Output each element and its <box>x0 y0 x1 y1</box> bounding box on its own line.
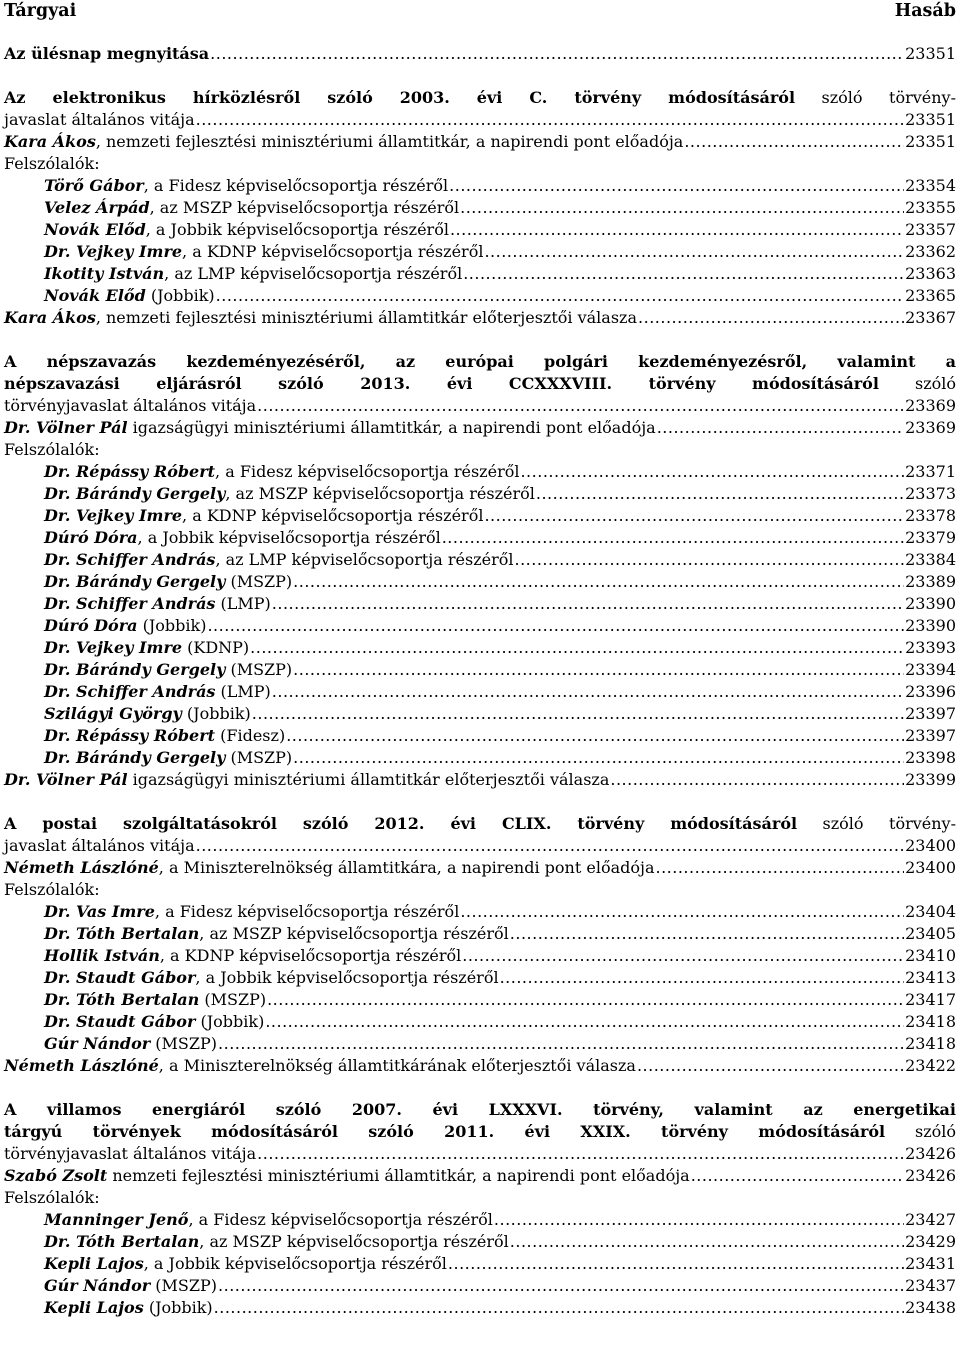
column-number: 23422 <box>905 1056 956 1075</box>
entry-text <box>44 505 483 527</box>
entry-description: , az LMP képviselőcsoportja részéről <box>164 264 463 283</box>
speaker-name: Németh Lászlóné <box>4 858 159 877</box>
entry-description: , a Jobbik képviselőcsoportja részéről <box>137 528 441 547</box>
toc-entry <box>4 835 956 857</box>
dot-leader <box>610 769 904 791</box>
toc-entry <box>44 593 956 615</box>
toc-entry <box>4 1055 956 1077</box>
dot-leader <box>286 725 904 747</box>
entry-description: (MSZP) <box>199 990 267 1009</box>
toc-header <box>4 0 956 22</box>
speaker-name: Dúró Dóra <box>44 616 138 635</box>
dot-leader <box>448 1253 904 1275</box>
entry-description: , a Jobbik képviselőcsoportja részéről <box>145 220 449 239</box>
entry-text <box>44 747 292 769</box>
entry-text <box>4 1188 100 1207</box>
entry-text <box>44 571 292 593</box>
entry-title: Az ülésnap megnyitása <box>4 44 210 63</box>
entry-description: szóló törvény- <box>797 814 956 833</box>
dot-leader <box>293 747 904 769</box>
toc-entry <box>44 219 956 241</box>
column-number: 23365 <box>905 286 956 305</box>
dot-leader <box>218 1033 904 1055</box>
entry-description: Felszólalók: <box>4 1188 100 1207</box>
column-number: 23351 <box>905 110 956 129</box>
toc-entry <box>44 1231 956 1253</box>
toc-entry <box>44 615 956 637</box>
speaker-name: Dr. Staudt Gábor <box>44 968 196 987</box>
toc-entry <box>4 1143 956 1165</box>
entry-description: , nemzeti fejlesztési minisztériumi államtitkár előterjesztői válasza <box>95 308 638 327</box>
entry-text <box>4 417 656 439</box>
toc-entry <box>44 571 956 593</box>
speaker-name: Dr. Bárándy Gergely <box>44 484 226 503</box>
toc-line <box>4 153 956 175</box>
entry-description: (Jobbik) <box>137 616 207 635</box>
entry-text <box>4 814 956 833</box>
entry-text <box>4 131 683 153</box>
entry-text <box>4 352 956 371</box>
dot-leader <box>460 901 904 923</box>
dot-leader <box>484 241 904 263</box>
toc-entry <box>4 131 956 153</box>
dot-leader <box>196 835 904 857</box>
entry-title: A villamos energiáról szóló 2007. évi LXXXVI. törvény, valamint az energetikai <box>4 1100 956 1119</box>
speaker-name: Dr. Répássy Róbert <box>44 462 216 481</box>
dot-leader <box>293 659 904 681</box>
speaker-name: Dr. Bárándy Gergely <box>44 660 226 679</box>
column-number: 23429 <box>905 1232 956 1251</box>
entry-description: , a Miniszterelnökség államtitkára, a napirendi pont előadója <box>158 858 655 877</box>
speaker-name: Manninger Jenő <box>44 1210 189 1229</box>
entry-description: , a Miniszterelnökség államtitkárának előterjesztői válasza <box>158 1056 636 1075</box>
entry-description: (Jobbik) <box>143 1298 213 1317</box>
entry-text <box>4 1055 636 1077</box>
dot-leader <box>656 857 905 879</box>
speaker-name: Dr. Tóth Bertalan <box>44 924 200 943</box>
speaker-name: Dr. Staudt Gábor <box>44 1012 196 1031</box>
dot-leader <box>484 505 904 527</box>
speaker-name: Gúr Nándor <box>44 1034 151 1053</box>
entry-text <box>44 461 519 483</box>
entry-text <box>4 395 256 417</box>
toc-entry <box>4 43 956 65</box>
toc-entry <box>4 857 956 879</box>
entry-text <box>4 1143 256 1165</box>
toc-entry <box>44 527 956 549</box>
column-number: 23390 <box>905 594 956 613</box>
toc-entry <box>44 175 956 197</box>
speaker-name: Kara Ákos <box>4 308 96 327</box>
dot-leader <box>216 285 904 307</box>
entry-description: , nemzeti fejlesztési minisztériumi államtitkár, a napirendi pont előadója <box>95 132 684 151</box>
speaker-name: Dr. Schiffer András <box>44 682 216 701</box>
entry-description: (KDNP) <box>182 638 250 657</box>
toc-entry <box>44 285 956 307</box>
toc-entry <box>44 681 956 703</box>
speaker-name: Dr. Schiffer András <box>44 594 216 613</box>
column-number: 23351 <box>905 44 956 63</box>
dot-leader <box>252 703 904 725</box>
column-number: 23384 <box>905 550 956 569</box>
column-number: 23410 <box>905 946 956 965</box>
column-number: 23362 <box>905 242 956 261</box>
entry-text <box>4 880 100 899</box>
column-number: 23393 <box>905 638 956 657</box>
entry-description: (MSZP) <box>225 748 293 767</box>
column-number: 23399 <box>905 770 956 789</box>
column-number: 23367 <box>905 308 956 327</box>
entry-description: (Fidesz) <box>215 726 286 745</box>
dot-leader <box>449 175 904 197</box>
dot-leader <box>265 1011 904 1033</box>
column-number: 23379 <box>905 528 956 547</box>
column-number: 23390 <box>905 616 956 635</box>
toc-entry <box>44 1011 956 1033</box>
entry-text <box>44 901 459 923</box>
dot-leader <box>207 615 904 637</box>
entry-text <box>44 1231 509 1253</box>
entry-text <box>44 527 441 549</box>
dot-leader <box>196 109 904 131</box>
speaker-name: Ikotity István <box>44 264 165 283</box>
entry-text <box>4 1165 690 1187</box>
entry-description: törvényjavaslat általános vitája <box>4 1144 257 1163</box>
entry-description: , az MSZP képviselőcsoportja részéről <box>199 924 509 943</box>
column-number: 23397 <box>905 704 956 723</box>
speaker-name: Kepli Lajos <box>44 1298 144 1317</box>
dot-leader <box>691 1165 904 1187</box>
dot-leader <box>293 571 904 593</box>
toc-entry <box>44 725 956 747</box>
speaker-name: Szabó Zsolt <box>4 1166 108 1185</box>
column-number: 23389 <box>905 572 956 591</box>
dot-leader <box>214 1297 904 1319</box>
toc-entry <box>44 967 956 989</box>
entry-description: , az LMP képviselőcsoportja részéről <box>215 550 514 569</box>
speaker-name: Németh Lászlóné <box>4 1056 159 1075</box>
toc-entry <box>44 483 956 505</box>
entry-description: (Jobbik) <box>181 704 251 723</box>
column-number: 23354 <box>905 176 956 195</box>
entry-text <box>44 637 249 659</box>
speaker-name: Szilágyi György <box>44 704 182 723</box>
entry-text <box>44 1033 217 1055</box>
entry-text <box>44 175 448 197</box>
entry-description: (LMP) <box>215 682 271 701</box>
dot-leader <box>500 967 905 989</box>
entry-text <box>4 88 956 107</box>
header-column-label: Hasáb <box>894 1 956 21</box>
dot-leader <box>684 131 904 153</box>
speaker-name: Kara Ákos <box>4 132 96 151</box>
toc-entry <box>4 769 956 791</box>
toc-entry <box>44 197 956 219</box>
entry-description: nemzeti fejlesztési minisztériumi államtitkár, a napirendi pont előadója <box>107 1166 690 1185</box>
entry-description: Felszólalók: <box>4 154 100 173</box>
toc-section-title <box>4 1099 956 1121</box>
dot-leader <box>638 307 904 329</box>
entry-text <box>44 1209 493 1231</box>
column-number: 23396 <box>905 682 956 701</box>
entry-description: Felszólalók: <box>4 440 100 459</box>
toc-entry <box>44 1209 956 1231</box>
entry-description: (Jobbik) <box>195 1012 265 1031</box>
toc-line <box>4 439 956 461</box>
entry-description: igazságügyi minisztériumi államtitkár, a napirendi pont előadója <box>127 418 656 437</box>
column-number: 23418 <box>905 1034 956 1053</box>
speaker-name: Dr. Tóth Bertalan <box>44 1232 200 1251</box>
entry-text <box>44 989 266 1011</box>
toc-entry <box>44 901 956 923</box>
toc-entry <box>4 1165 956 1187</box>
entry-text <box>44 1011 264 1033</box>
column-number: 23373 <box>905 484 956 503</box>
speaker-name: Törő Gábor <box>44 176 144 195</box>
speaker-name: Gúr Nándor <box>44 1276 151 1295</box>
dot-leader <box>463 263 904 285</box>
entry-text <box>4 43 209 65</box>
entry-description: , az MSZP képviselőcsoportja részéről <box>149 198 460 217</box>
entry-text <box>4 307 637 329</box>
column-number: 23405 <box>905 924 956 943</box>
dot-leader <box>267 989 904 1011</box>
entry-description: , a Fidesz képviselőcsoportja részéről <box>215 462 520 481</box>
toc-entry <box>44 241 956 263</box>
entry-text <box>4 1122 956 1141</box>
entry-description: (MSZP) <box>150 1034 218 1053</box>
entry-description: , a Fidesz képviselőcsoportja részéről <box>154 902 460 921</box>
entry-text <box>4 109 195 131</box>
toc-entry <box>44 505 956 527</box>
entry-text <box>44 593 271 615</box>
toc-entry <box>44 659 956 681</box>
column-number: 23418 <box>905 1012 956 1031</box>
entry-description: igazságügyi minisztériumi államtitkár előterjesztői válasza <box>127 770 610 789</box>
dot-leader <box>272 593 904 615</box>
entry-text <box>44 945 461 967</box>
column-number: 23438 <box>905 1298 956 1317</box>
dot-leader <box>210 43 904 65</box>
dot-leader <box>536 483 904 505</box>
entry-text <box>44 725 285 747</box>
column-number: 23417 <box>905 990 956 1009</box>
entry-description: , az MSZP képviselőcsoportja részéről <box>225 484 535 503</box>
toc-section-title <box>4 813 956 835</box>
toc-entry <box>4 395 956 417</box>
column-number: 23351 <box>905 132 956 151</box>
entry-description: (MSZP) <box>225 572 293 591</box>
entry-description: (LMP) <box>215 594 271 613</box>
speaker-name: Kepli Lajos <box>44 1254 144 1273</box>
speaker-name: Dr. Vejkey Imre <box>44 638 183 657</box>
entry-description: , a KDNP képviselőcsoportja részéről <box>182 242 484 261</box>
entry-text <box>4 440 100 459</box>
toc-line <box>4 879 956 901</box>
entry-description: szóló törvény- <box>795 88 956 107</box>
entry-description: , a Jobbik képviselőcsoportja részéről <box>195 968 499 987</box>
toc-entry <box>4 109 956 131</box>
entry-description: , az MSZP képviselőcsoportja részéről <box>199 1232 509 1251</box>
column-number: 23400 <box>905 858 956 877</box>
entry-text <box>44 659 292 681</box>
toc-entry <box>4 417 956 439</box>
dot-leader <box>257 395 904 417</box>
speaker-name: Novák Előd <box>44 220 146 239</box>
toc-line <box>4 1187 956 1209</box>
dot-leader <box>450 219 904 241</box>
toc-section-title <box>4 351 956 373</box>
entry-text <box>4 835 195 857</box>
speaker-name: Dúró Dóra <box>44 528 138 547</box>
toc-entry <box>44 549 956 571</box>
entry-text <box>44 703 251 725</box>
speaker-name: Dr. Vas Imre <box>44 902 155 921</box>
dot-leader <box>218 1275 904 1297</box>
dot-leader <box>272 681 904 703</box>
entry-title: népszavazási eljárásról szóló 2013. évi CCXXXVIII. törvény módosításáról <box>4 374 879 393</box>
toc-section-title <box>4 87 956 109</box>
entry-text <box>4 374 956 393</box>
entry-description: , a Fidesz képviselőcsoportja részéről <box>188 1210 493 1229</box>
entry-text <box>44 219 449 241</box>
entry-description: javaslat általános vitája <box>4 110 195 129</box>
entry-text <box>4 857 655 879</box>
entry-text <box>44 923 509 945</box>
toc-entry <box>44 747 956 769</box>
entry-description: , a KDNP képviselőcsoportja részéről <box>182 506 484 525</box>
toc-entry <box>4 307 956 329</box>
dot-leader <box>657 417 904 439</box>
speaker-name: Novák Előd <box>44 286 146 305</box>
entry-description: , a KDNP képviselőcsoportja részéről <box>159 946 462 965</box>
column-number: 23427 <box>905 1210 956 1229</box>
speaker-name: Dr. Völner Pál <box>4 770 128 789</box>
speaker-name: Velez Árpád <box>44 198 150 217</box>
column-number: 23404 <box>905 902 956 921</box>
dot-leader <box>462 945 904 967</box>
column-number: 23437 <box>905 1276 956 1295</box>
entry-text <box>4 1100 956 1119</box>
entry-description: szóló <box>885 1122 957 1141</box>
column-number: 23378 <box>905 506 956 525</box>
entry-text <box>44 681 271 703</box>
entry-description: javaslat általános vitája <box>4 836 195 855</box>
speaker-name: Hollik István <box>44 946 160 965</box>
entry-description: , a Fidesz képviselőcsoportja részéről <box>143 176 449 195</box>
toc-entry <box>44 703 956 725</box>
toc-section-title <box>4 373 956 395</box>
column-number: 23400 <box>905 836 956 855</box>
toc-entry <box>44 637 956 659</box>
dot-leader <box>442 527 904 549</box>
speaker-name: Dr. Tóth Bertalan <box>44 990 200 1009</box>
entry-title: Az elektronikus hírközlésről szóló 2003. évi C. törvény módosításáról <box>4 88 796 107</box>
entry-text <box>44 549 513 571</box>
column-number: 23426 <box>905 1144 956 1163</box>
column-number: 23369 <box>905 396 956 415</box>
speaker-name: Dr. Bárándy Gergely <box>44 748 226 767</box>
toc-entry <box>44 1253 956 1275</box>
entry-title: A postai szolgáltatásokról szóló 2012. évi CLIX. törvény módosításáról <box>4 814 798 833</box>
entry-description: szóló <box>878 374 956 393</box>
column-number: 23398 <box>905 748 956 767</box>
entry-description: , a Jobbik képviselőcsoportja részéről <box>143 1254 447 1273</box>
column-number: 23371 <box>905 462 956 481</box>
dot-leader <box>510 1231 904 1253</box>
dot-leader <box>520 461 904 483</box>
column-number: 23431 <box>905 1254 956 1273</box>
column-number: 23369 <box>905 418 956 437</box>
entry-title: tárgyú törvények módosításáról szóló 2011. évi XXIX. törvény módosításáról <box>4 1122 886 1141</box>
speaker-name: Dr. Schiffer András <box>44 550 216 569</box>
entry-text <box>44 263 462 285</box>
toc-entry <box>44 1033 956 1055</box>
speaker-name: Dr. Völner Pál <box>4 418 128 437</box>
entry-description: (MSZP) <box>225 660 293 679</box>
dot-leader <box>514 549 904 571</box>
dot-leader <box>494 1209 904 1231</box>
header-subjects-label: Tárgyai <box>4 1 77 21</box>
dot-leader <box>637 1055 904 1077</box>
column-number: 23363 <box>905 264 956 283</box>
dot-leader <box>257 1143 904 1165</box>
entry-text <box>44 241 483 263</box>
column-number: 23426 <box>905 1166 956 1185</box>
dot-leader <box>510 923 904 945</box>
column-number: 23413 <box>905 968 956 987</box>
toc-entry <box>44 945 956 967</box>
toc-section-title <box>4 1121 956 1143</box>
toc-entry <box>44 263 956 285</box>
entry-text <box>44 1297 213 1319</box>
entry-text <box>44 1275 217 1297</box>
entry-description: (MSZP) <box>150 1276 218 1295</box>
dot-leader <box>250 637 904 659</box>
toc-entry <box>44 923 956 945</box>
entry-description: (Jobbik) <box>145 286 215 305</box>
dot-leader <box>460 197 904 219</box>
column-number: 23357 <box>905 220 956 239</box>
entry-description: Felszólalók: <box>4 880 100 899</box>
toc-entry <box>44 461 956 483</box>
entry-text <box>4 769 609 791</box>
entry-text <box>44 1253 447 1275</box>
entry-text <box>44 197 459 219</box>
entry-text <box>44 967 499 989</box>
speaker-name: Dr. Répássy Róbert <box>44 726 216 745</box>
speaker-name: Dr. Vejkey Imre <box>44 242 183 261</box>
toc-entry <box>44 1297 956 1319</box>
entry-text <box>44 285 215 307</box>
entry-title: A népszavazás kezdeményezéséről, az európai polgári kezdeményezésről, valamint a <box>4 352 956 371</box>
column-number: 23394 <box>905 660 956 679</box>
entry-text <box>44 483 535 505</box>
entry-description: törvényjavaslat általános vitája <box>4 396 257 415</box>
toc-entry <box>44 989 956 1011</box>
speaker-name: Dr. Vejkey Imre <box>44 506 183 525</box>
entry-text <box>44 615 206 637</box>
column-number: 23397 <box>905 726 956 745</box>
entry-text <box>4 154 100 173</box>
toc-entry <box>44 1275 956 1297</box>
speaker-name: Dr. Bárándy Gergely <box>44 572 226 591</box>
column-number: 23355 <box>905 198 956 217</box>
